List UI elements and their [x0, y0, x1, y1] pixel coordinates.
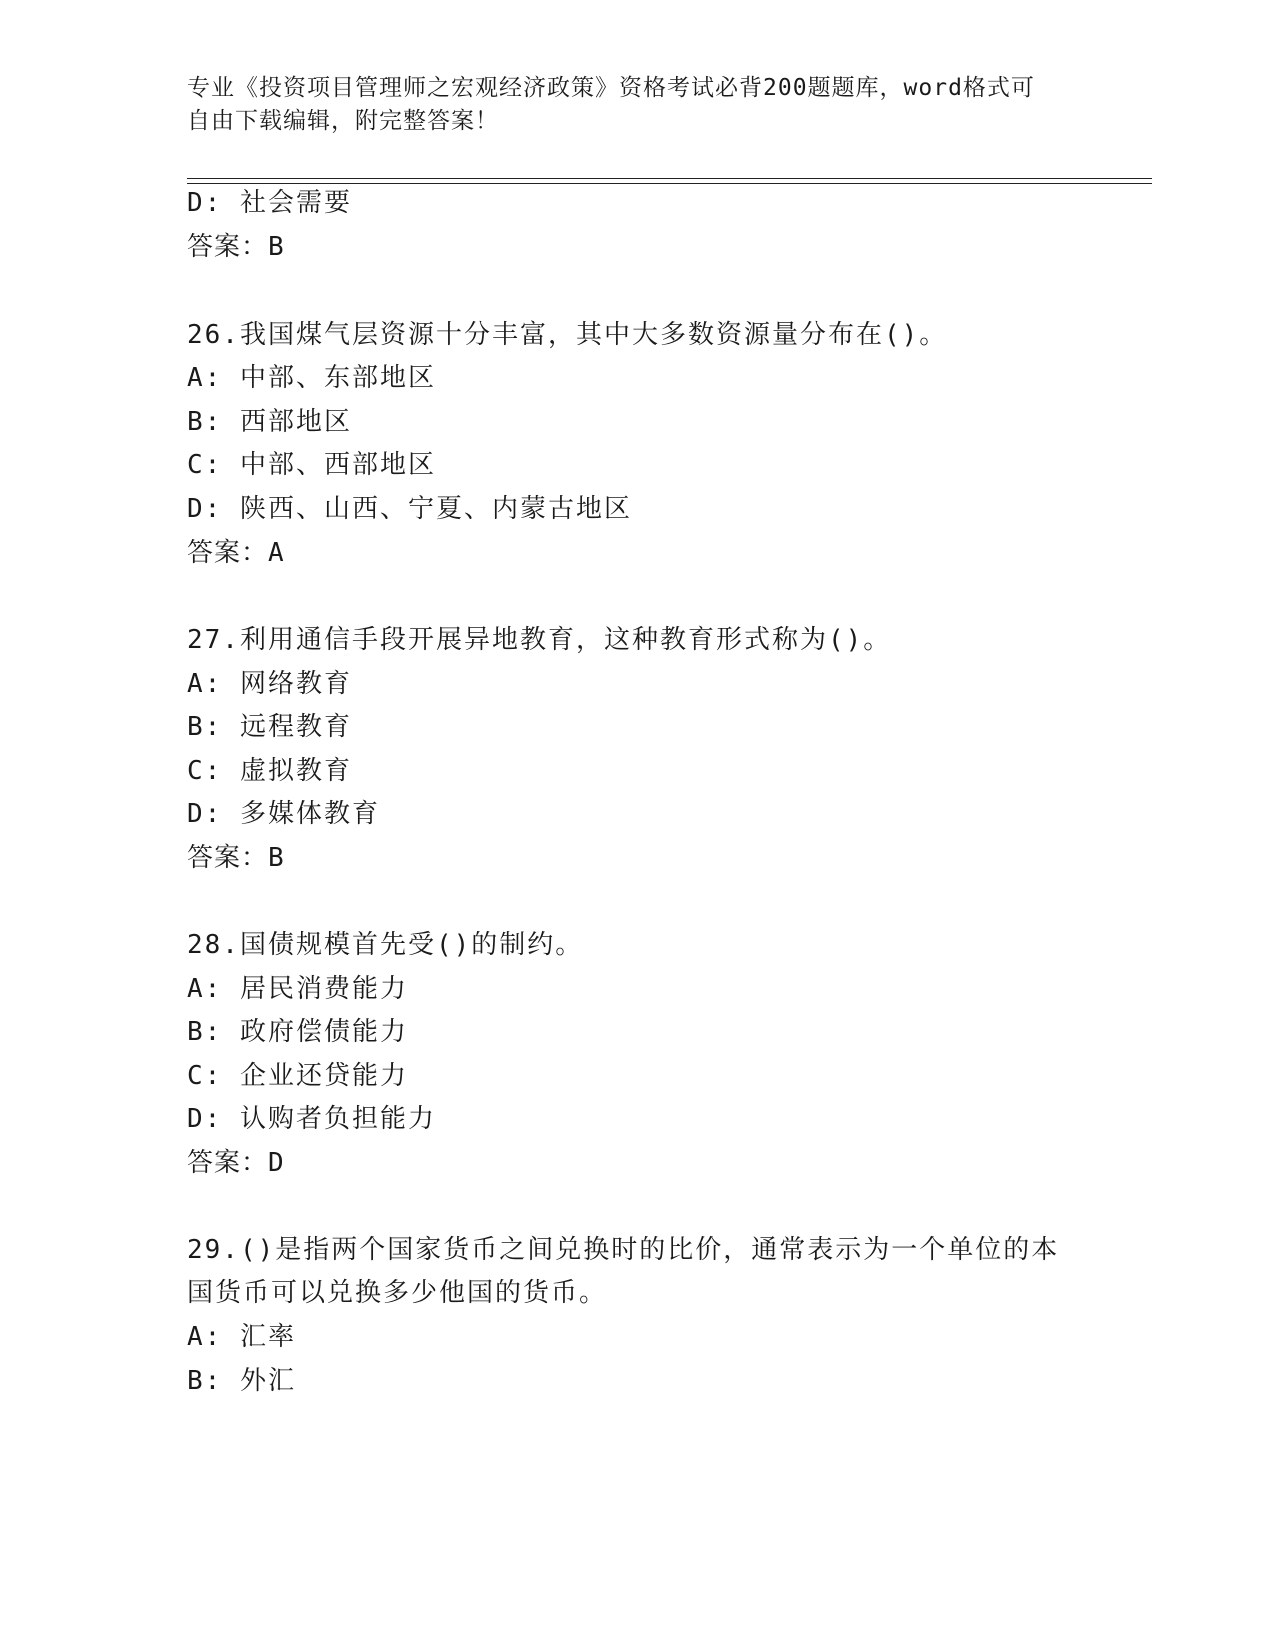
option-b: B: 西部地区 — [187, 407, 352, 437]
question-stem: 26.我国煤气层资源十分丰富，其中大多数资源量分布在()。 — [187, 320, 948, 350]
question-stem: 27.利用通信手段开展异地教育，这种教育形式称为()。 — [187, 625, 892, 655]
question-stem: 28.国债规模首先受()的制约。 — [187, 930, 584, 960]
option-a: A: 网络教育 — [187, 669, 352, 699]
header-divider-top — [187, 178, 1152, 179]
option-b: B: 政府偿债能力 — [187, 1017, 408, 1047]
option-b: B: 远程教育 — [187, 712, 352, 742]
answer-label: 答案： — [187, 843, 269, 873]
answer-line — [187, 1146, 285, 1180]
option-a: A: 中部、东部地区 — [187, 363, 436, 393]
answer-line — [187, 841, 285, 875]
option-a: A: 汇率 — [187, 1322, 296, 1352]
option-a: A: 居民消费能力 — [187, 974, 408, 1004]
question-stem: 29.()是指两个国家货币之间兑换时的比价，通常表示为一个单位的本 — [187, 1235, 1060, 1265]
answer-line — [187, 536, 285, 570]
answer-value: B — [268, 843, 285, 873]
header-title-line-2: 自由下载编辑，附完整答案！ — [187, 108, 499, 134]
option-c: C: 虚拟教育 — [187, 756, 352, 786]
answer-value: D — [268, 1148, 285, 1178]
header-divider-bottom — [187, 183, 1152, 184]
question-stem-continued: 国货币可以兑换多少他国的货币。 — [187, 1278, 608, 1308]
answer-value: B — [268, 232, 285, 262]
option-c: C: 中部、西部地区 — [187, 450, 436, 480]
answer-value: A — [268, 538, 285, 568]
document-header — [187, 72, 1087, 138]
header-title-line-1: 专业《投资项目管理师之宏观经济政策》资格考试必背200题题库，word格式可 — [187, 75, 1035, 101]
option-c: C: 企业还贷能力 — [187, 1061, 408, 1091]
option-d: D: 社会需要 — [187, 188, 352, 218]
option-b: B: 外汇 — [187, 1366, 296, 1396]
option-d: D: 陕西、山西、宁夏、内蒙古地区 — [187, 494, 632, 524]
option-d: D: 多媒体教育 — [187, 799, 380, 829]
answer-label: 答案： — [187, 232, 269, 262]
answer-label: 答案： — [187, 538, 269, 568]
answer-label: 答案： — [187, 1148, 269, 1178]
option-d: D: 认购者负担能力 — [187, 1104, 436, 1134]
answer-line — [187, 230, 285, 264]
